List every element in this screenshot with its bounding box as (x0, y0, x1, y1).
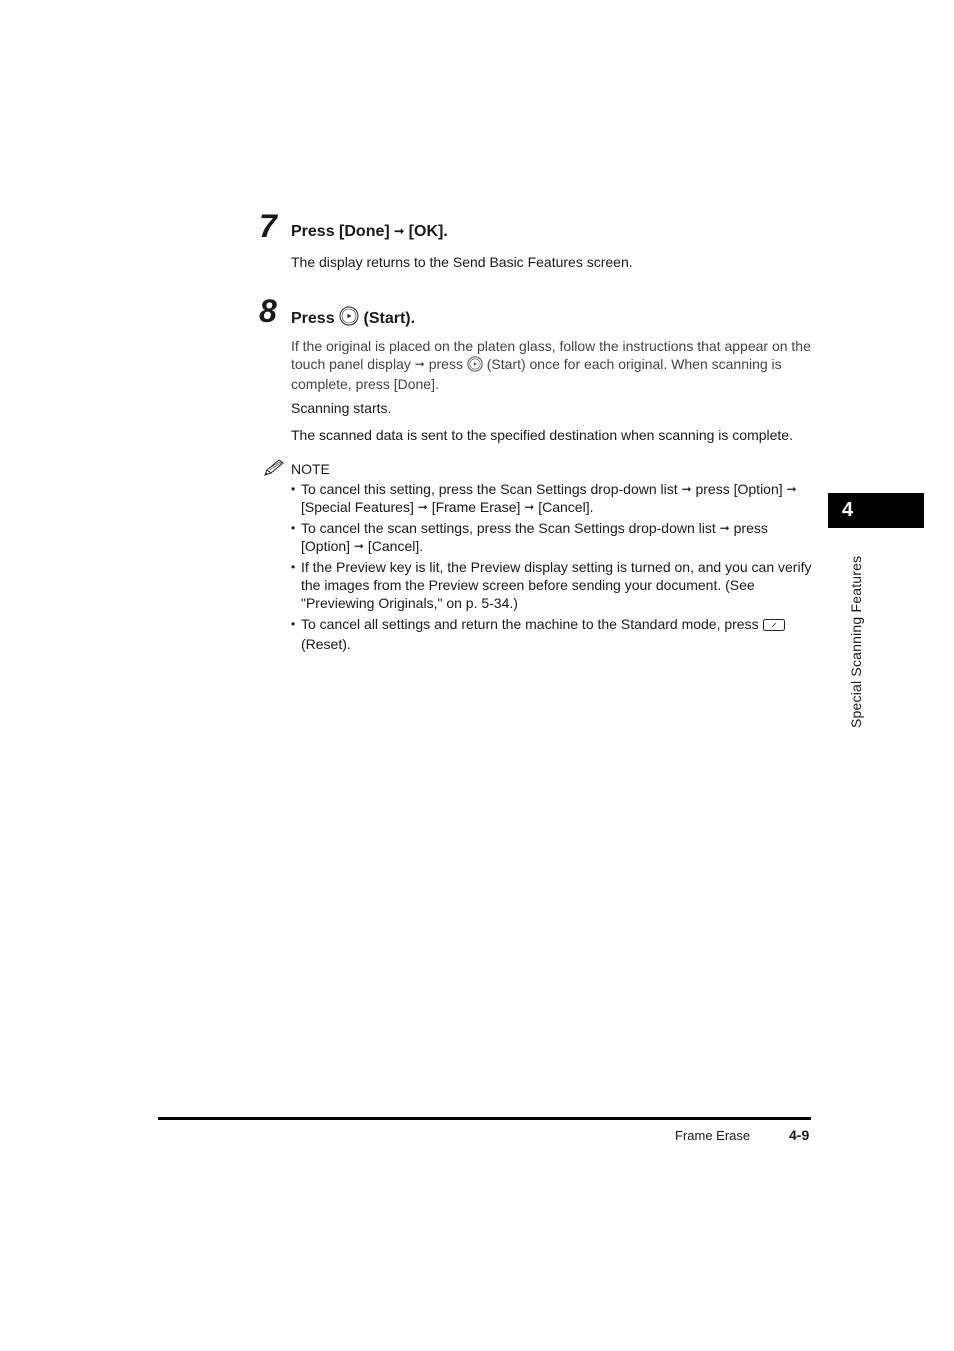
list-item (291, 615, 816, 653)
list-item (291, 558, 816, 612)
step-8-body-part3: (Start) once for each original. When scanning is complete, press [Done]. (291, 355, 782, 392)
note-1-part1: To cancel this setting, press the Scan Settings drop-down list (301, 481, 678, 497)
arrow-right-icon: ➞ (414, 356, 425, 371)
step-7-title-part2: [OK]. (408, 223, 448, 240)
start-key-icon (339, 306, 359, 332)
note-2-part2: press [Option] (301, 520, 768, 554)
arrow-right-icon: ➞ (394, 224, 405, 238)
step-8-body-instructions (291, 338, 816, 394)
note-4-part2: (Reset). (301, 636, 351, 652)
step-8-title (291, 306, 415, 332)
note-1-part2: press [Option] (695, 481, 783, 497)
footer-divider (158, 1117, 811, 1120)
reset-key-icon (763, 617, 785, 635)
step-number-7: 7 (259, 208, 277, 244)
step-8-body-part2: press (428, 355, 463, 372)
note-2-part1: To cancel the scan settings, press the Scan Settings drop-down list (301, 520, 716, 536)
note-heading: NOTE (291, 461, 330, 477)
step-8-body-part1: If the original is placed on the platen glass, follow the instructions that appear on the touch panel display (291, 338, 811, 372)
note-4-part1: To cancel all settings and return the machine to the Standard mode, press (301, 616, 759, 632)
note-1-part5: [Cancel]. (538, 499, 594, 515)
step-8-result: The scanned data is sent to the specified destination when scanning is complete. (291, 427, 793, 443)
note-2-part3: [Cancel]. (367, 538, 424, 554)
step-7-title (291, 221, 448, 242)
chapter-title-vertical: Special Scanning Features (848, 555, 864, 728)
pencil-note-icon (262, 458, 286, 483)
note-list (291, 480, 816, 656)
start-key-icon (467, 356, 483, 377)
note-1-part3: [Special Features] (301, 499, 414, 515)
list-item (291, 519, 816, 555)
page-number: 4-9 (789, 1127, 810, 1143)
chapter-tab: 4 (828, 493, 924, 528)
arrow-right-icon: ➞ (786, 482, 797, 496)
step-7-body: The display returns to the Send Basic Features screen. (291, 254, 633, 270)
arrow-right-icon: ➞ (719, 521, 730, 535)
step-8-scanning-starts: Scanning starts. (291, 400, 392, 416)
step-8-title-part1: Press (291, 310, 335, 327)
note-1-part4: [Frame Erase] (431, 499, 521, 515)
arrow-right-icon: ➞ (524, 500, 535, 514)
list-item (291, 480, 816, 516)
arrow-right-icon: ➞ (681, 482, 692, 496)
footer-section-title: Frame Erase (675, 1128, 751, 1143)
note-3-text: If the Preview key is lit, the Preview display setting is turned on, and you can verify the images from the Preview screen before sending your document. (See "Previewing Originals," on p. 5-34.) (301, 559, 812, 611)
arrow-right-icon: ➞ (353, 539, 364, 553)
step-8-title-part2: (Start). (363, 310, 416, 327)
step-7-title-part1: Press [Done] (291, 223, 390, 240)
step-number-8: 8 (259, 293, 277, 329)
arrow-right-icon: ➞ (417, 500, 428, 514)
